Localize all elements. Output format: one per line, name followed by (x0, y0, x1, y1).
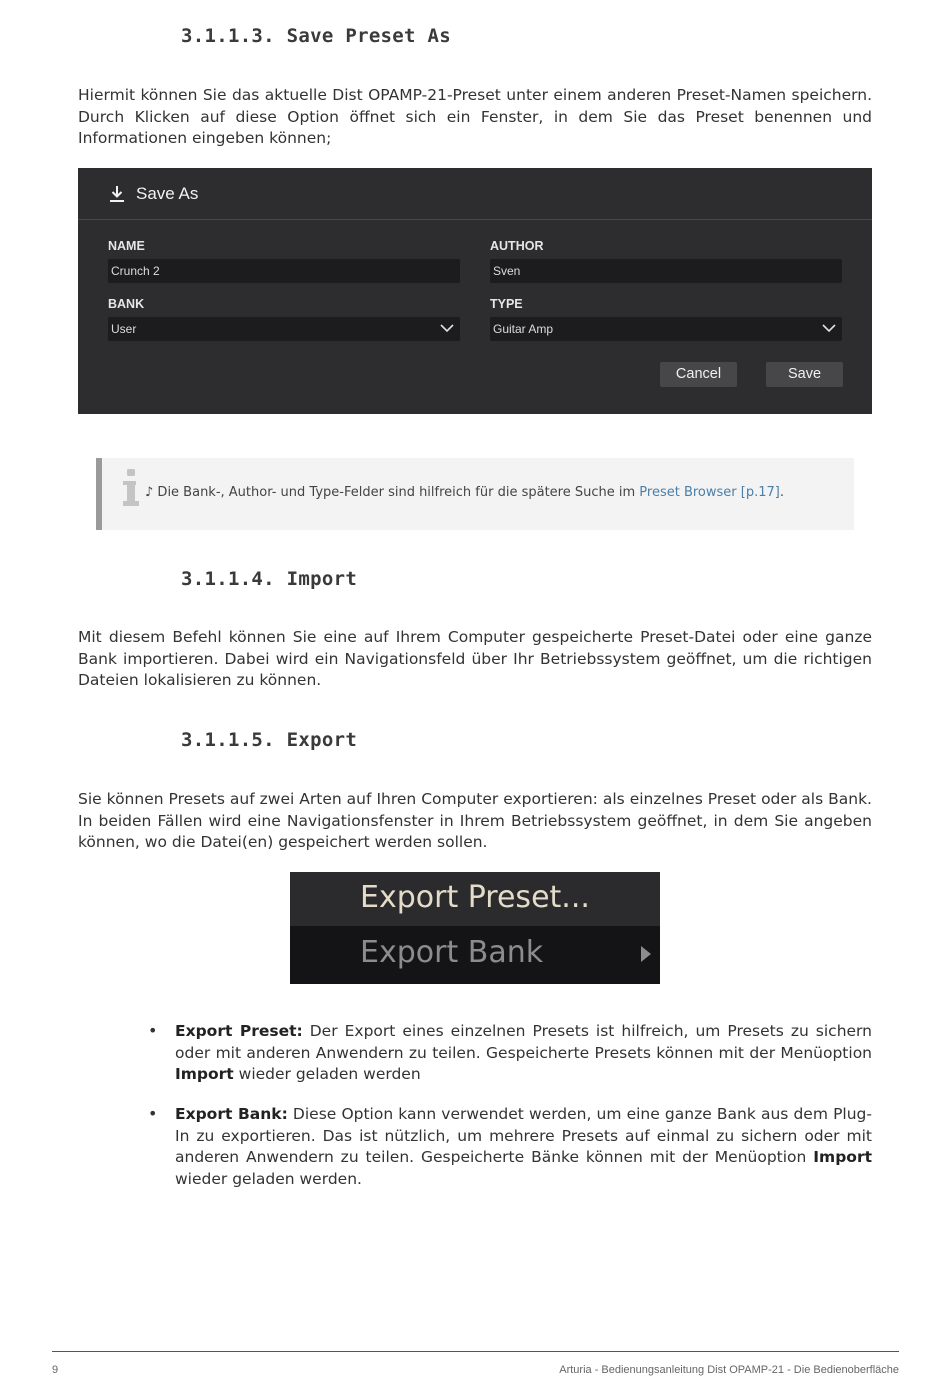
info-icon (120, 468, 140, 510)
dialog-header (78, 168, 872, 220)
import-paragraph: Mit diesem Befehl können Sie eine auf Ihrem Computer gespeicherte Preset-Datei oder eine ganze Bank importieren. Dabei wird ein Navigationsfeld über Ihr Betriebssystem geöffnet, um die richtigen Dateien lokalisieren zu können. (78, 628, 872, 689)
export-menu (290, 872, 660, 984)
bullet-marker: • (148, 1021, 158, 1040)
bullet-marker: • (148, 1104, 158, 1123)
author-label: AUTHOR (490, 239, 544, 253)
bank-select-value: User (111, 322, 137, 336)
bank-label: BANK (108, 297, 145, 311)
section-heading-save-preset-as: 3.1.1.3. Save Preset As (181, 25, 451, 47)
dialog-title: Save As (136, 184, 199, 203)
section-heading-import: 3.1.1.4. Import (181, 568, 358, 590)
export-preset-row[interactable] (290, 872, 660, 926)
submenu-arrow-icon (640, 945, 652, 963)
author-field[interactable]: Sven (490, 259, 842, 283)
section-heading-export: 3.1.1.5. Export (181, 729, 358, 751)
save-button[interactable]: Save (766, 362, 843, 387)
info-note (96, 458, 854, 530)
download-icon (109, 185, 125, 203)
preset-browser-link[interactable]: Preset Browser [p.17] (639, 485, 780, 500)
name-field[interactable]: Crunch 2 (108, 259, 460, 283)
save-as-paragraph: Hiermit können Sie das aktuelle Dist OPAMP-21-Preset unter einem anderen Preset-Namen speichern. Durch Klicken auf diese Option öffnet sich ein Fenster, in dem Sie das Preset benennen und Informationen eingeben können; (78, 86, 872, 147)
export-preset-item[interactable]: Export Preset... (360, 880, 590, 915)
footer-text: Arturia - Bedienungsanleitung Dist OPAMP-21 - Die Bedienoberfläche (559, 1364, 899, 1376)
chevron-down-icon (440, 323, 454, 333)
cancel-button[interactable]: Cancel (660, 362, 737, 387)
page-number: 9 (52, 1364, 59, 1376)
type-select[interactable] (490, 317, 842, 341)
save-as-dialog (78, 168, 872, 414)
bullet-export-preset: Export Preset: Der Export eines einzelnen Presets ist hilfreich, um Presets zu sichern oder mit anderen Anwendern zu teilen. Gespeicherte Presets können mit der Menüoption Import wieder geladen werden (175, 1022, 872, 1083)
export-paragraph: Sie können Presets auf zwei Arten auf Ihren Computer exportieren: als einzelnes Preset oder als Bank. In beiden Fällen wird eine Navigationsfenster in Ihrem Betriebssystem geöffnet, in dem Sie angeben können, wo die Datei(en) gespeichert werden sollen. (78, 790, 872, 851)
bank-select[interactable] (108, 317, 460, 341)
export-bank-item[interactable]: Export Bank (360, 935, 544, 970)
type-label: TYPE (490, 297, 523, 311)
info-text: ♪ Die Bank-, Author- und Type-Felder sind hilfreich für die spätere Suche im Preset Browser [p.17]. (145, 485, 784, 500)
type-select-value: Guitar Amp (493, 322, 554, 336)
bullet-export-bank: Export Bank: Diese Option kann verwendet werden, um eine ganze Bank aus dem Plug-In zu exportieren. Das ist nützlich, um mehrere Presets auf einmal zu sichern oder mit anderen Anwendern zu teilen. Gespeicherte Bänke können mit der Menüoption Import wieder geladen werden. (175, 1105, 872, 1188)
chevron-down-icon (822, 323, 836, 333)
name-label: NAME (108, 239, 145, 253)
footer-divider (52, 1351, 899, 1352)
